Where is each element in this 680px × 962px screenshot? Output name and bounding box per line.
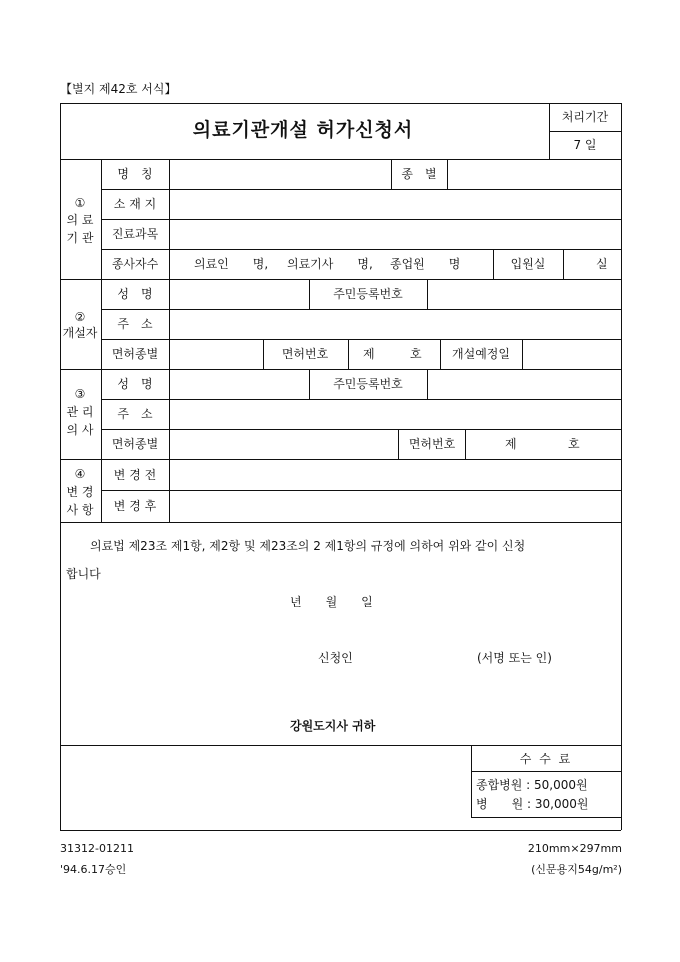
section-number: ②: [74, 310, 86, 324]
institution-type-label: 종 별: [401, 167, 437, 181]
form-title: 의료기관개설 허가신청서: [192, 119, 414, 141]
founder-name-label: 성 명: [117, 287, 153, 301]
before-change-field[interactable]: [172, 461, 618, 489]
before-change-label: 변 경 전: [113, 468, 157, 482]
section-title-line1: 관 리: [66, 405, 94, 419]
after-change-field[interactable]: [172, 492, 618, 521]
processing-period-value: 7 일: [573, 138, 597, 152]
inpatient-room-unit: 실: [596, 257, 608, 271]
institution-name-label: 명 칭: [117, 167, 153, 181]
fee-label: 수 수 료: [519, 752, 573, 766]
founder-license-prefix: 제: [363, 347, 375, 361]
section-title-line1: 개설자: [62, 326, 98, 340]
doctor-address-label: 주 소: [117, 407, 153, 421]
recipient: 강원도지사 귀하: [290, 719, 376, 733]
staff-employees: 종업원 명: [390, 257, 461, 271]
staff-medical-technicians: 의료기사 명,: [287, 257, 373, 271]
section-number: ③: [74, 387, 86, 401]
founder-license-suffix: 호: [410, 347, 422, 361]
doctor-name-label: 성 명: [117, 377, 153, 391]
founder-address-label: 주 소: [117, 317, 153, 331]
founder-license-type-field[interactable]: [172, 341, 260, 368]
departments-field[interactable]: [172, 221, 618, 248]
location-label: 소 재 지: [113, 197, 157, 211]
section-title-line2: 의 사: [66, 423, 94, 437]
section-title-line2: 기 관: [66, 231, 94, 245]
form-number-label: 【별지 제42호 서식】: [60, 82, 177, 96]
paper-size: 210mm×297mm: [527, 842, 622, 855]
section-title-line1: 변 경: [66, 485, 94, 499]
section-title-line1: 의 료: [66, 213, 94, 227]
institution-type-field[interactable]: [450, 161, 618, 188]
founder-name-field[interactable]: [172, 281, 306, 308]
location-field[interactable]: [172, 191, 618, 218]
doctor-rrn-label: 주민등록번호: [333, 377, 403, 391]
application-date: 년 월 일: [290, 595, 373, 609]
fee-general-hospital: 종합병원 : 50,000원: [476, 778, 588, 792]
fee-hospital: 병 원 : 30,000원: [476, 797, 589, 811]
founder-rrn-label: 주민등록번호: [333, 287, 403, 301]
inpatient-room-label: 입원실: [510, 257, 546, 271]
doctor-license-number-label: 면허번호: [408, 437, 456, 451]
doctor-license-type-field[interactable]: [172, 431, 395, 458]
paper-type: (신문용지54g/m²): [531, 863, 622, 876]
section-title-line2: 사 항: [66, 503, 94, 517]
founder-license-type-label: 면허종별: [111, 347, 159, 361]
after-change-label: 변 경 후: [113, 499, 157, 513]
founder-license-number-label: 면허번호: [281, 347, 329, 361]
section-number: ①: [74, 196, 86, 210]
statement-line1: 의료법 제23조 제1항, 제2항 및 제23조의 2 제1항의 규정에 의하여 위와 같이 신청: [90, 539, 526, 553]
statement-line2: 합니다: [66, 567, 101, 581]
staff-medical-personnel: 의료인 명,: [194, 257, 269, 271]
departments-label: 진료과목: [111, 227, 159, 241]
approval-date: '94.6.17승인: [60, 863, 127, 876]
processing-period-label: 처리기간: [561, 110, 609, 124]
doctor-name-field[interactable]: [172, 371, 306, 398]
founder-address-field[interactable]: [172, 311, 618, 338]
applicant-label: 신청인: [318, 651, 353, 665]
doctor-license-suffix: 호: [568, 437, 580, 451]
section-number: ④: [74, 467, 86, 481]
staff-count-label: 종사자수: [111, 257, 159, 271]
institution-name-field[interactable]: [172, 161, 388, 188]
doctor-license-prefix: 제: [505, 437, 517, 451]
opening-date-field[interactable]: [525, 341, 618, 368]
form-code: 31312-01211: [60, 842, 134, 855]
signature-label: (서명 또는 인): [477, 651, 552, 665]
opening-date-label: 개설예정일: [452, 347, 510, 361]
founder-rrn-field[interactable]: [430, 281, 618, 308]
doctor-rrn-field[interactable]: [430, 371, 618, 398]
doctor-address-field[interactable]: [172, 401, 618, 428]
doctor-license-type-label: 면허종별: [111, 437, 159, 451]
